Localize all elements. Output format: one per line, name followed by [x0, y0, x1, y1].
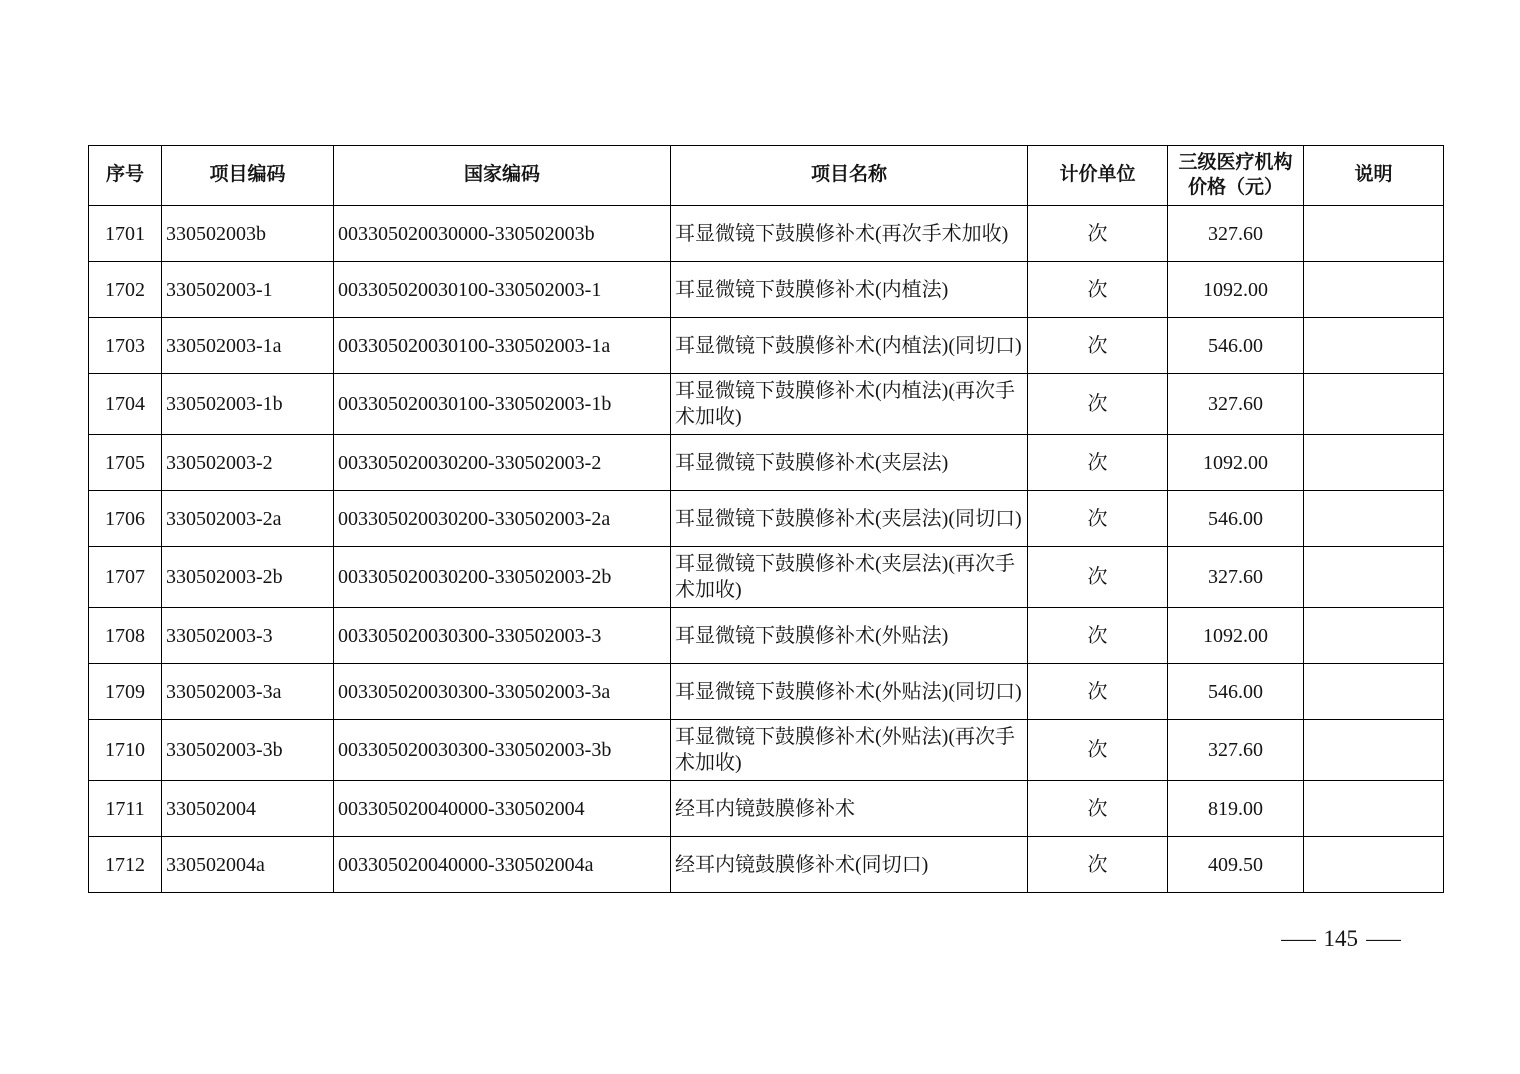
table-row [89, 374, 1444, 435]
cell-national-code: 003305020030300-330502003-3 [334, 608, 671, 664]
table-row [89, 720, 1444, 781]
header-unit: 计价单位 [1028, 146, 1168, 206]
cell-price: 409.50 [1168, 837, 1304, 893]
cell-price: 1092.00 [1168, 435, 1304, 491]
header-tertiary-price-line2: 价格（元） [1187, 176, 1283, 198]
cell-note [1304, 262, 1444, 318]
cell-note [1304, 720, 1444, 781]
cell-item-code: 330502003b [162, 206, 334, 262]
cell-price: 1092.00 [1168, 262, 1304, 318]
table-row [89, 837, 1444, 893]
cell-item-name: 耳显微镜下鼓膜修补术(内植法) [671, 262, 1028, 318]
footer-left-dash: — [1280, 926, 1316, 951]
cell-note [1304, 491, 1444, 547]
table-header [89, 146, 1444, 206]
medical-price-table [88, 145, 1444, 893]
cell-item-code: 330502004a [162, 837, 334, 893]
cell-price: 327.60 [1168, 206, 1304, 262]
cell-item-code: 330502003-3a [162, 664, 334, 720]
cell-note [1304, 781, 1444, 837]
cell-seq: 1710 [89, 720, 162, 781]
cell-note [1304, 374, 1444, 435]
table-row [89, 608, 1444, 664]
cell-item-name: 耳显微镜下鼓膜修补术(内植法)(再次手术加收) [671, 374, 1028, 435]
cell-item-name: 耳显微镜下鼓膜修补术(夹层法) [671, 435, 1028, 491]
cell-note [1304, 435, 1444, 491]
table-row [89, 491, 1444, 547]
cell-price: 546.00 [1168, 664, 1304, 720]
cell-price: 327.60 [1168, 374, 1304, 435]
cell-seq: 1704 [89, 374, 162, 435]
cell-seq: 1707 [89, 547, 162, 608]
table-row [89, 664, 1444, 720]
cell-item-name: 耳显微镜下鼓膜修补术(再次手术加收) [671, 206, 1028, 262]
header-seq: 序号 [89, 146, 162, 206]
cell-unit: 次 [1028, 608, 1168, 664]
cell-unit: 次 [1028, 318, 1168, 374]
footer-right-dash: — [1366, 926, 1401, 951]
page-footer [1280, 926, 1401, 952]
cell-item-name: 经耳内镜鼓膜修补术 [671, 781, 1028, 837]
cell-seq: 1706 [89, 491, 162, 547]
cell-price: 327.60 [1168, 547, 1304, 608]
cell-note [1304, 547, 1444, 608]
header-note: 说明 [1304, 146, 1444, 206]
table-body [89, 206, 1444, 893]
cell-item-code: 330502003-1a [162, 318, 334, 374]
cell-note [1304, 318, 1444, 374]
table-header-row [89, 146, 1444, 206]
cell-price: 546.00 [1168, 491, 1304, 547]
cell-item-code: 330502003-2b [162, 547, 334, 608]
cell-national-code: 003305020030100-330502003-1 [334, 262, 671, 318]
cell-price: 1092.00 [1168, 608, 1304, 664]
cell-national-code: 003305020030000-330502003b [334, 206, 671, 262]
page-number: 145 [1323, 926, 1358, 951]
cell-unit: 次 [1028, 206, 1168, 262]
cell-unit: 次 [1028, 664, 1168, 720]
cell-item-code: 330502003-1b [162, 374, 334, 435]
header-tertiary-price [1168, 146, 1304, 206]
cell-national-code: 003305020040000-330502004 [334, 781, 671, 837]
cell-seq: 1709 [89, 664, 162, 720]
cell-note [1304, 608, 1444, 664]
cell-national-code: 003305020030300-330502003-3a [334, 664, 671, 720]
cell-national-code: 003305020030200-330502003-2a [334, 491, 671, 547]
cell-item-name: 耳显微镜下鼓膜修补术(夹层法)(再次手术加收) [671, 547, 1028, 608]
table-row [89, 435, 1444, 491]
cell-unit: 次 [1028, 491, 1168, 547]
cell-unit: 次 [1028, 781, 1168, 837]
cell-national-code: 003305020030300-330502003-3b [334, 720, 671, 781]
cell-unit: 次 [1028, 435, 1168, 491]
cell-price: 546.00 [1168, 318, 1304, 374]
cell-unit: 次 [1028, 262, 1168, 318]
cell-item-name: 耳显微镜下鼓膜修补术(内植法)(同切口) [671, 318, 1028, 374]
cell-national-code: 003305020030200-330502003-2 [334, 435, 671, 491]
table-row [89, 206, 1444, 262]
table-row [89, 262, 1444, 318]
cell-national-code: 003305020030100-330502003-1a [334, 318, 671, 374]
cell-item-name: 耳显微镜下鼓膜修补术(外贴法)(再次手术加收) [671, 720, 1028, 781]
cell-item-code: 330502003-2 [162, 435, 334, 491]
cell-price: 819.00 [1168, 781, 1304, 837]
cell-item-code: 330502004 [162, 781, 334, 837]
cell-note [1304, 837, 1444, 893]
cell-seq: 1708 [89, 608, 162, 664]
cell-unit: 次 [1028, 374, 1168, 435]
cell-unit: 次 [1028, 837, 1168, 893]
cell-national-code: 003305020030200-330502003-2b [334, 547, 671, 608]
cell-unit: 次 [1028, 720, 1168, 781]
header-item-name: 项目名称 [671, 146, 1028, 206]
header-item-code: 项目编码 [162, 146, 334, 206]
cell-item-code: 330502003-3 [162, 608, 334, 664]
cell-item-code: 330502003-1 [162, 262, 334, 318]
cell-item-code: 330502003-3b [162, 720, 334, 781]
cell-seq: 1701 [89, 206, 162, 262]
table-row [89, 781, 1444, 837]
header-national-code: 国家编码 [334, 146, 671, 206]
cell-national-code: 003305020040000-330502004a [334, 837, 671, 893]
table-row [89, 547, 1444, 608]
cell-national-code: 003305020030100-330502003-1b [334, 374, 671, 435]
cell-item-name: 耳显微镜下鼓膜修补术(夹层法)(同切口) [671, 491, 1028, 547]
header-tertiary-price-line1: 三级医疗机构 [1178, 151, 1293, 173]
cell-seq: 1702 [89, 262, 162, 318]
cell-note [1304, 206, 1444, 262]
table-row [89, 318, 1444, 374]
cell-seq: 1712 [89, 837, 162, 893]
cell-seq: 1703 [89, 318, 162, 374]
cell-item-name: 耳显微镜下鼓膜修补术(外贴法) [671, 608, 1028, 664]
cell-seq: 1705 [89, 435, 162, 491]
cell-unit: 次 [1028, 547, 1168, 608]
cell-note [1304, 664, 1444, 720]
cell-item-name: 耳显微镜下鼓膜修补术(外贴法)(同切口) [671, 664, 1028, 720]
cell-price: 327.60 [1168, 720, 1304, 781]
cell-item-code: 330502003-2a [162, 491, 334, 547]
cell-seq: 1711 [89, 781, 162, 837]
cell-item-name: 经耳内镜鼓膜修补术(同切口) [671, 837, 1028, 893]
